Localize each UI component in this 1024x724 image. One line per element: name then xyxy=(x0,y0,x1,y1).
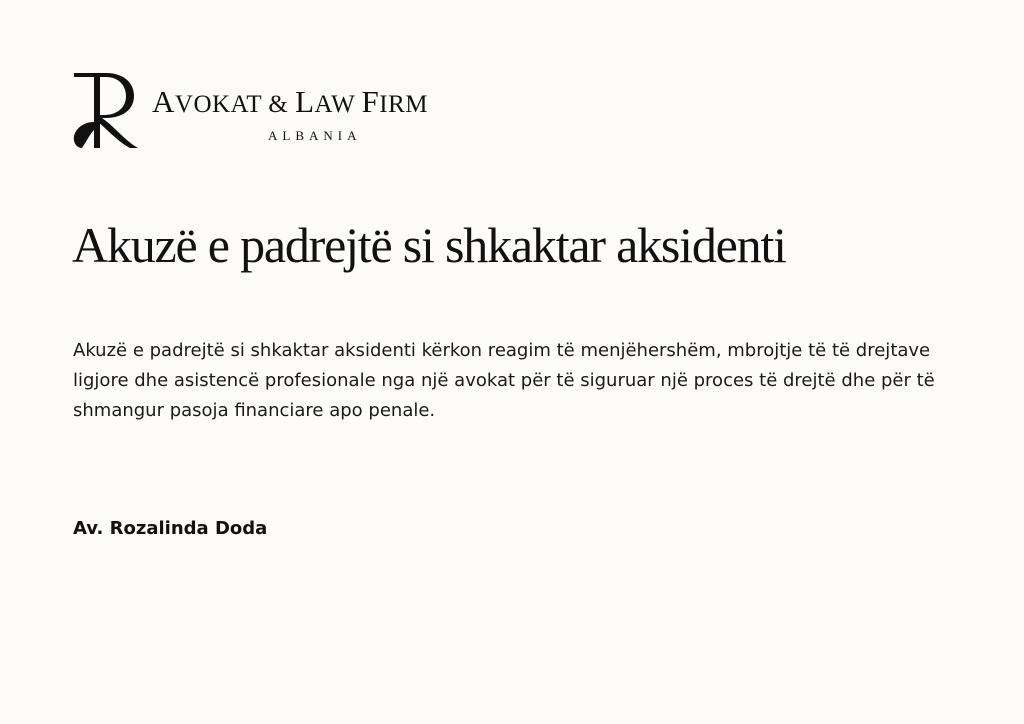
firm-name-part: A xyxy=(152,84,175,119)
firm-name-part: F xyxy=(361,84,380,119)
firm-name xyxy=(152,84,428,120)
stylized-r-monogram-icon xyxy=(72,70,142,150)
article-body: Akuzë e padrejtë si shkaktar aksidenti kërkon reagim të menjëhershëm, mbrojtje të të drejtave ligjore dhe asistencë profesionale nga një avokat për të siguruar një proces të drejtë dhe për të shmangur pasoja financiare apo penale. xyxy=(73,340,935,421)
firm-name-part: IRM xyxy=(379,91,428,118)
article-title: Akuzë e padrejtë si shkaktar aksidenti xyxy=(72,217,786,273)
article-author: Av. Rozalinda Doda xyxy=(73,518,268,539)
firm-name-part: VOKAT & xyxy=(174,91,296,118)
firm-name-part: L xyxy=(295,84,315,119)
firm-logo xyxy=(72,70,492,152)
firm-name-part: AW xyxy=(314,91,362,118)
firm-country: ALBANIA xyxy=(268,128,362,143)
